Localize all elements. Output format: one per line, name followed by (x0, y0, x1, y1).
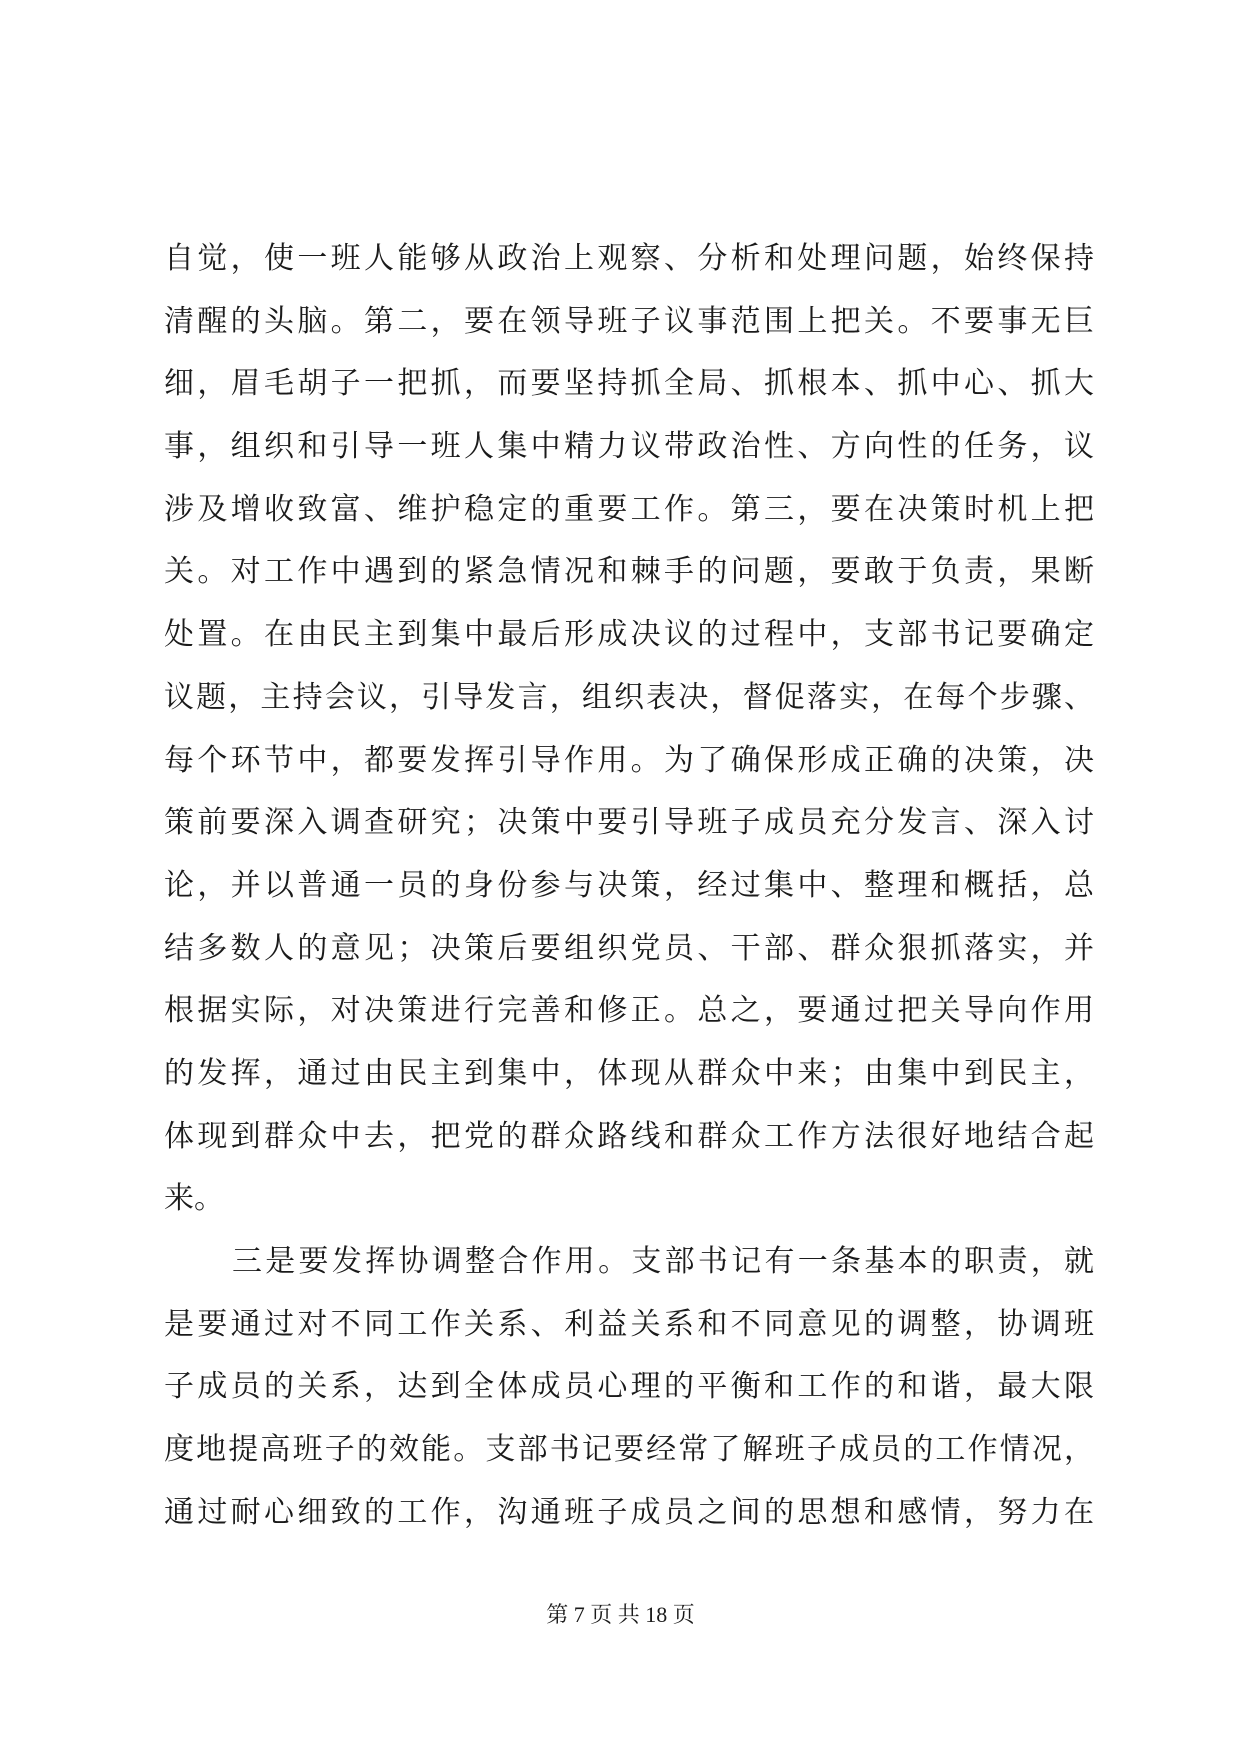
text-line: 事，组织和引导一班人集中精力议带政治性、方向性的任务，议 (164, 429, 1094, 465)
text-line: 关。对工作中遇到的紧急情况和棘手的问题，要敢于负责，果断 (164, 554, 1094, 590)
text-line: 来。 (164, 1181, 224, 1217)
text-line: 论，并以普通一员的身份参与决策，经过集中、整理和概括，总 (164, 867, 1094, 903)
text-line: 度地提高班子的效能。支部书记要经常了解班子成员的工作情况， (164, 1432, 1094, 1468)
text-line: 根据实际，对决策进行完善和修正。总之，要通过把关导向作用 (164, 993, 1094, 1029)
text-line: 清醒的头脑。第二，要在领导班子议事范围上把关。不要事无巨 (164, 303, 1094, 339)
text-line: 策前要深入调查研究；决策中要引导班子成员充分发言、深入讨 (164, 805, 1094, 841)
text-line: 是要通过对不同工作关系、利益关系和不同意见的调整，协调班 (164, 1306, 1094, 1342)
text-line: 每个环节中，都要发挥引导作用。为了确保形成正确的决策，决 (164, 742, 1094, 778)
text-line: 通过耐心细致的工作，沟通班子成员之间的思想和感情，努力在 (164, 1494, 1094, 1530)
text-line: 涉及增收致富、维护稳定的重要工作。第三，要在决策时机上把 (164, 491, 1094, 527)
text-line: 结多数人的意见；决策后要组织党员、干部、群众狠抓落实，并 (164, 930, 1094, 966)
paragraph-first-line: 三是要发挥协调整合作用。支部书记有一条基本的职责，就 (232, 1244, 1094, 1279)
page-number-footer: 第 7 页 共 18 页 (546, 1602, 695, 1627)
text-line: 细，眉毛胡子一把抓，而要坚持抓全局、抓根本、抓中心、抓大 (164, 366, 1094, 402)
text-line: 处置。在由民主到集中最后形成决议的过程中，支部书记要确定 (164, 617, 1094, 653)
text-line: 体现到群众中去，把党的群众路线和群众工作方法很好地结合起 (164, 1118, 1094, 1154)
text-line: 子成员的关系，达到全体成员心理的平衡和工作的和谐，最大限 (164, 1369, 1094, 1405)
text-line: 自觉，使一班人能够从政治上观察、分析和处理问题，始终保持 (164, 241, 1094, 276)
text-line: 的发挥，通过由民主到集中，体现从群众中来；由集中到民主， (164, 1055, 1094, 1091)
body-text (164, 228, 1094, 1544)
text-line: 议题，主持会议，引导发言，组织表决，督促落实，在每个步骤、 (164, 679, 1094, 715)
